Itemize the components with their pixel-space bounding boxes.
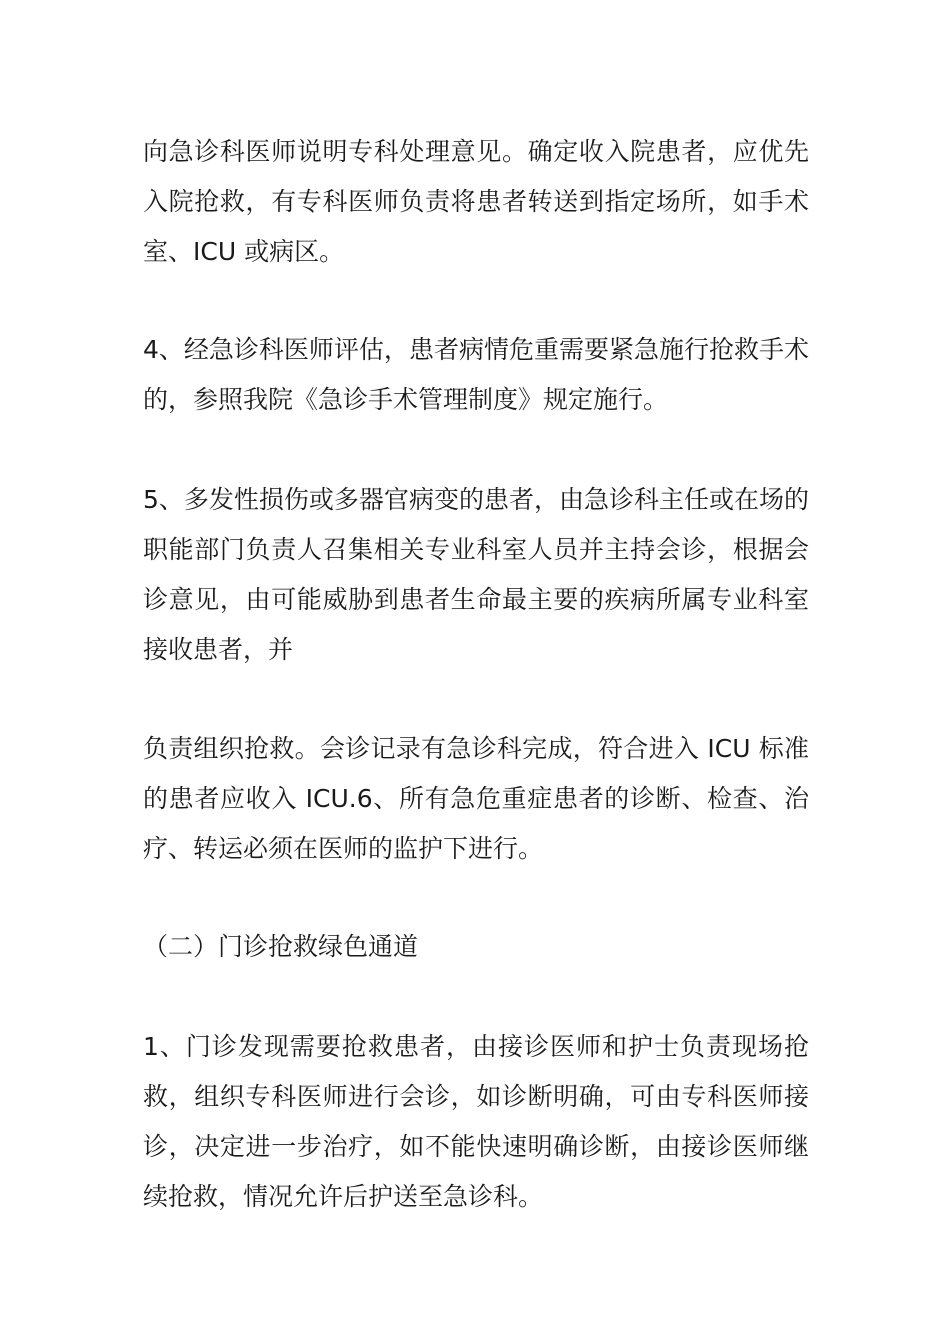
paragraph-outpatient-item-1: 1、门诊发现需要抢救患者，由接诊医师和护士负责现场抢救，组织专科医师进行会诊，如诊断明确，可由专科医师接诊，决定进一步治疗，如不能快速明确诊断，由接诊医师继续抢救，情况允许后护送至急诊科。 bbox=[143, 1032, 809, 1211]
paragraph-item-5: 5、多发性损伤或多器官病变的患者，由急诊科主任或在场的职能部门负责人召集相关专业科室人员并主持会诊，根据会诊意见，由可能威胁到患者生命最主要的疾病所属专业科室接收患者，并 bbox=[143, 485, 809, 664]
paragraph-item-4: 4、经急诊科医师评估，患者病情危重需要紧急施行抢救手术的，参照我院《急诊手术管理制度》规定施行。 bbox=[143, 335, 809, 414]
paragraph-referral: 向急诊科医师说明专科处理意见。确定收入院患者，应优先入院抢救，有专科医师负责将患者转送到指定场所，如手术室、ICU 或病区。 bbox=[143, 137, 809, 266]
section-heading-outpatient: （二）门诊抢救绿色通道 bbox=[143, 932, 419, 961]
paragraph-item-5-continued: 负责组织抢救。会诊记录有急诊科完成，符合进入 ICU 标准的患者应收入 ICU.6、所有急危重症患者的诊断、检查、治疗、转运必须在医师的监护下进行。 bbox=[143, 734, 809, 863]
